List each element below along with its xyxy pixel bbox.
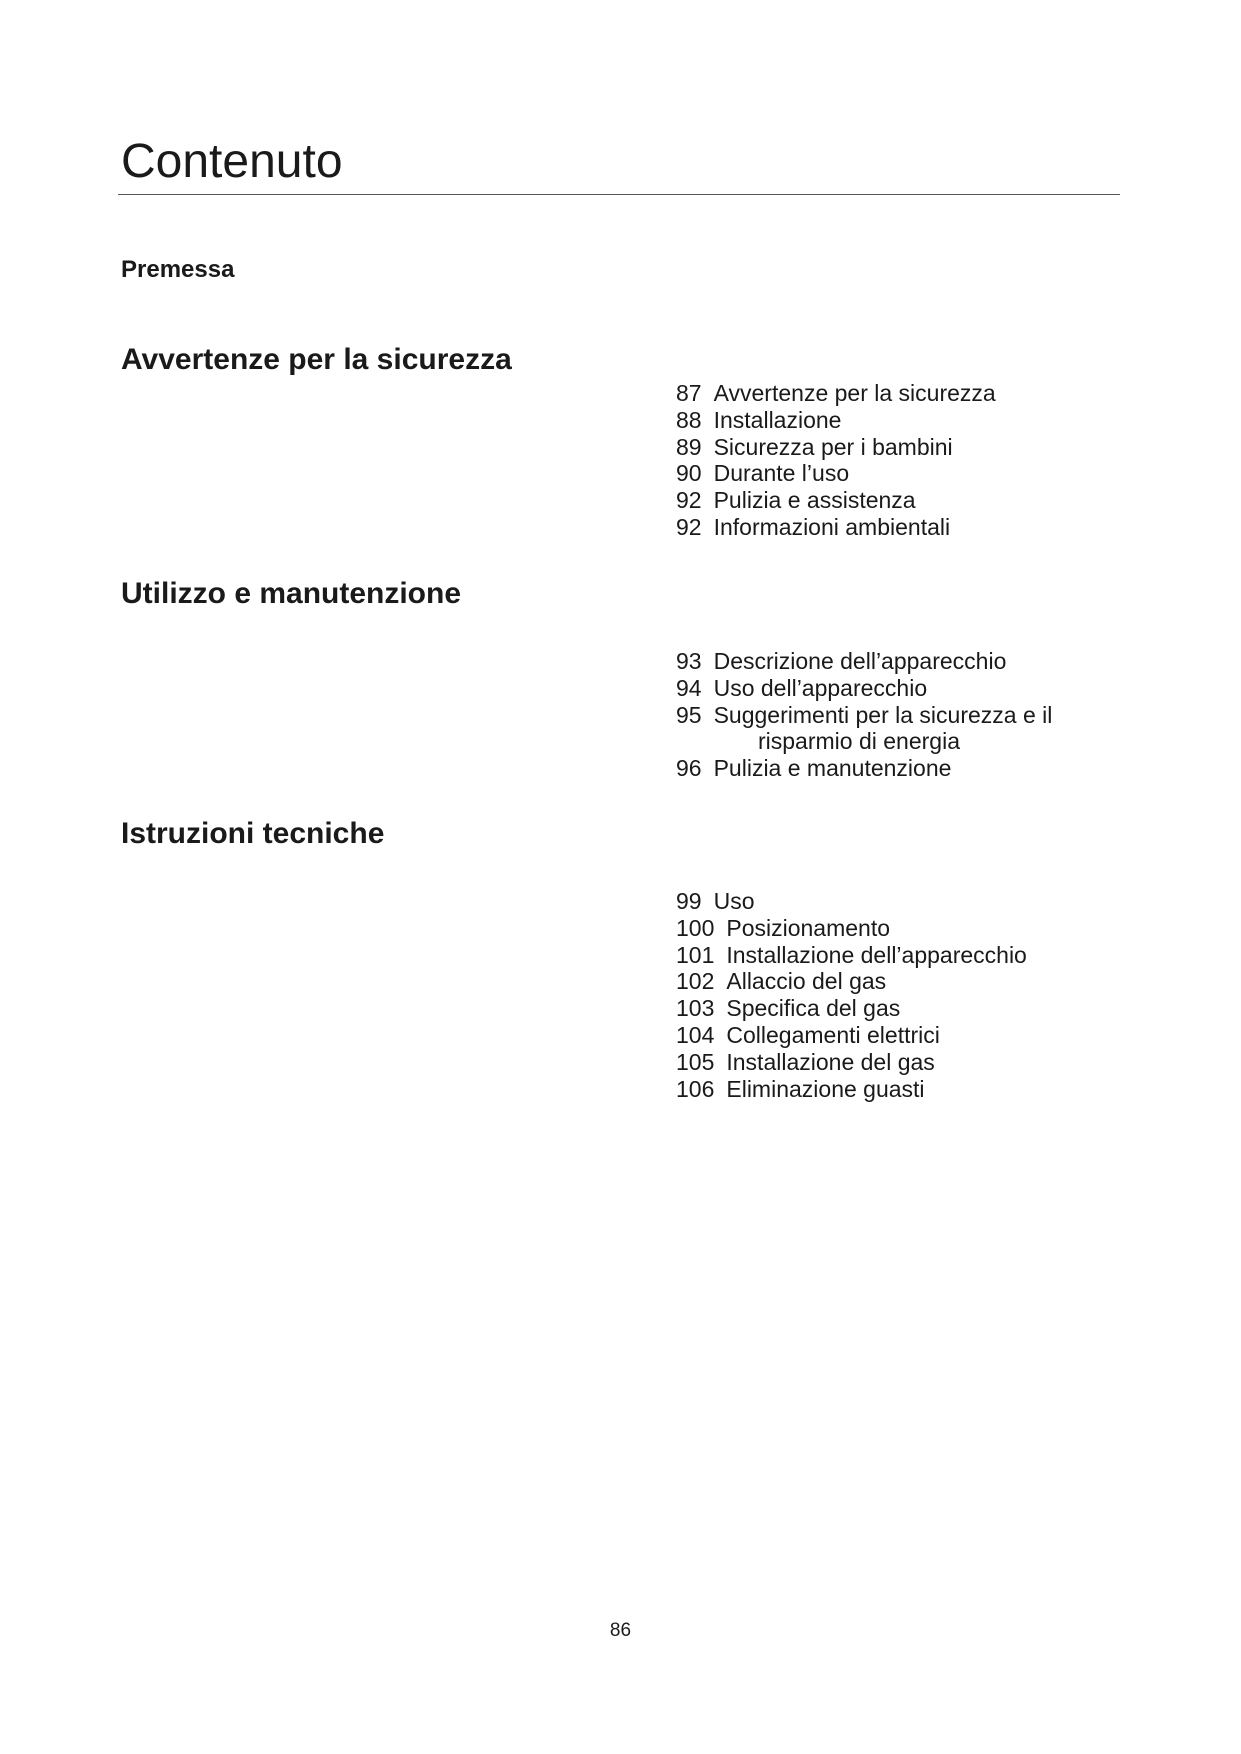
premessa-heading: Premessa: [121, 256, 235, 283]
section-heading-sicurezza: Avvertenze per la sicurezza: [121, 343, 512, 376]
toc-page-number: 101: [676, 941, 715, 968]
section-heading-utilizzo: Utilizzo e manutenzione: [121, 577, 462, 610]
toc-entry-label: Avvertenze per la sicurezza: [713, 380, 996, 406]
toc-entry-label: Installazione dell’apparecchio: [726, 941, 1027, 968]
toc-entry[interactable]: [676, 1049, 1027, 1076]
toc-page-number: 104: [676, 1021, 715, 1048]
toc-page-number: 88: [676, 406, 702, 433]
toc-entry[interactable]: [676, 702, 1052, 729]
toc-entry[interactable]: [676, 942, 1027, 969]
toc-entry[interactable]: [676, 915, 1027, 942]
toc-page-number: 103: [676, 995, 715, 1022]
toc-entry[interactable]: [676, 675, 1052, 702]
toc-entry-label: Allaccio del gas: [726, 968, 887, 995]
title-divider: [118, 194, 1120, 195]
toc-page-number: 99: [676, 888, 702, 914]
toc-list-utilizzo: [676, 648, 1052, 782]
toc-entry[interactable]: [676, 380, 996, 407]
toc-entry-label: Posizionamento: [726, 914, 891, 941]
toc-entry-label: Durante l’uso: [713, 460, 850, 487]
toc-page-number: 105: [676, 1048, 715, 1075]
toc-entry-label: Specifica del gas: [726, 995, 901, 1022]
toc-entry-label: Pulizia e assistenza: [713, 487, 916, 514]
toc-page-number: 89: [676, 433, 702, 460]
toc-entry[interactable]: [676, 487, 996, 514]
toc-page-number: 106: [676, 1075, 715, 1102]
toc-page-number: 95: [676, 701, 702, 728]
toc-page-number: 87: [676, 380, 702, 406]
toc-entry[interactable]: [676, 755, 1052, 782]
toc-page-number: 92: [676, 487, 702, 514]
toc-page-number: 94: [676, 674, 702, 701]
toc-page-number: 90: [676, 460, 702, 487]
toc-page-number: 100: [676, 914, 715, 941]
toc-entry-label: Sicurezza per i bambini: [713, 433, 953, 460]
toc-entry[interactable]: [676, 995, 1027, 1022]
toc-list-istruzioni: [676, 888, 1027, 1102]
toc-page-number: 102: [676, 968, 715, 995]
toc-entry[interactable]: [676, 888, 1027, 915]
toc-entry-label: Descrizione dell’apparecchio: [713, 648, 1007, 674]
toc-entry-continuation: risparmio di energia: [758, 728, 960, 755]
toc-entry-label: Suggerimenti per la sicurezza e il: [713, 701, 1053, 728]
toc-page-number: 93: [676, 648, 702, 674]
toc-entry[interactable]: [676, 968, 1027, 995]
page-title: Contenuto: [121, 135, 343, 188]
toc-entry[interactable]: [676, 514, 996, 541]
toc-entry[interactable]: [676, 1076, 1027, 1103]
section-heading-istruzioni: Istruzioni tecniche: [121, 817, 385, 850]
toc-entry[interactable]: [676, 1022, 1027, 1049]
toc-entry[interactable]: [676, 460, 996, 487]
toc-entry-label: Installazione del gas: [726, 1048, 935, 1075]
toc-entry-label: Collegamenti elettrici: [726, 1021, 940, 1048]
toc-entry-label: Uso: [713, 888, 755, 914]
toc-entry-label: Pulizia e manutenzione: [713, 755, 952, 782]
toc-entry-label: Eliminazione guasti: [726, 1075, 925, 1102]
toc-entry[interactable]: [676, 434, 996, 461]
toc-entry-label: Informazioni ambientali: [713, 513, 951, 540]
toc-entry[interactable]: [676, 648, 1052, 675]
toc-page-number: 96: [676, 755, 702, 782]
toc-entry-label: Uso dell’apparecchio: [713, 674, 928, 701]
toc-entry[interactable]: [676, 407, 996, 434]
page-number: 86: [609, 1620, 632, 1641]
toc-entry-label: Installazione: [713, 406, 842, 433]
toc-page-number: 92: [676, 513, 702, 540]
toc-list-sicurezza: [676, 380, 996, 541]
